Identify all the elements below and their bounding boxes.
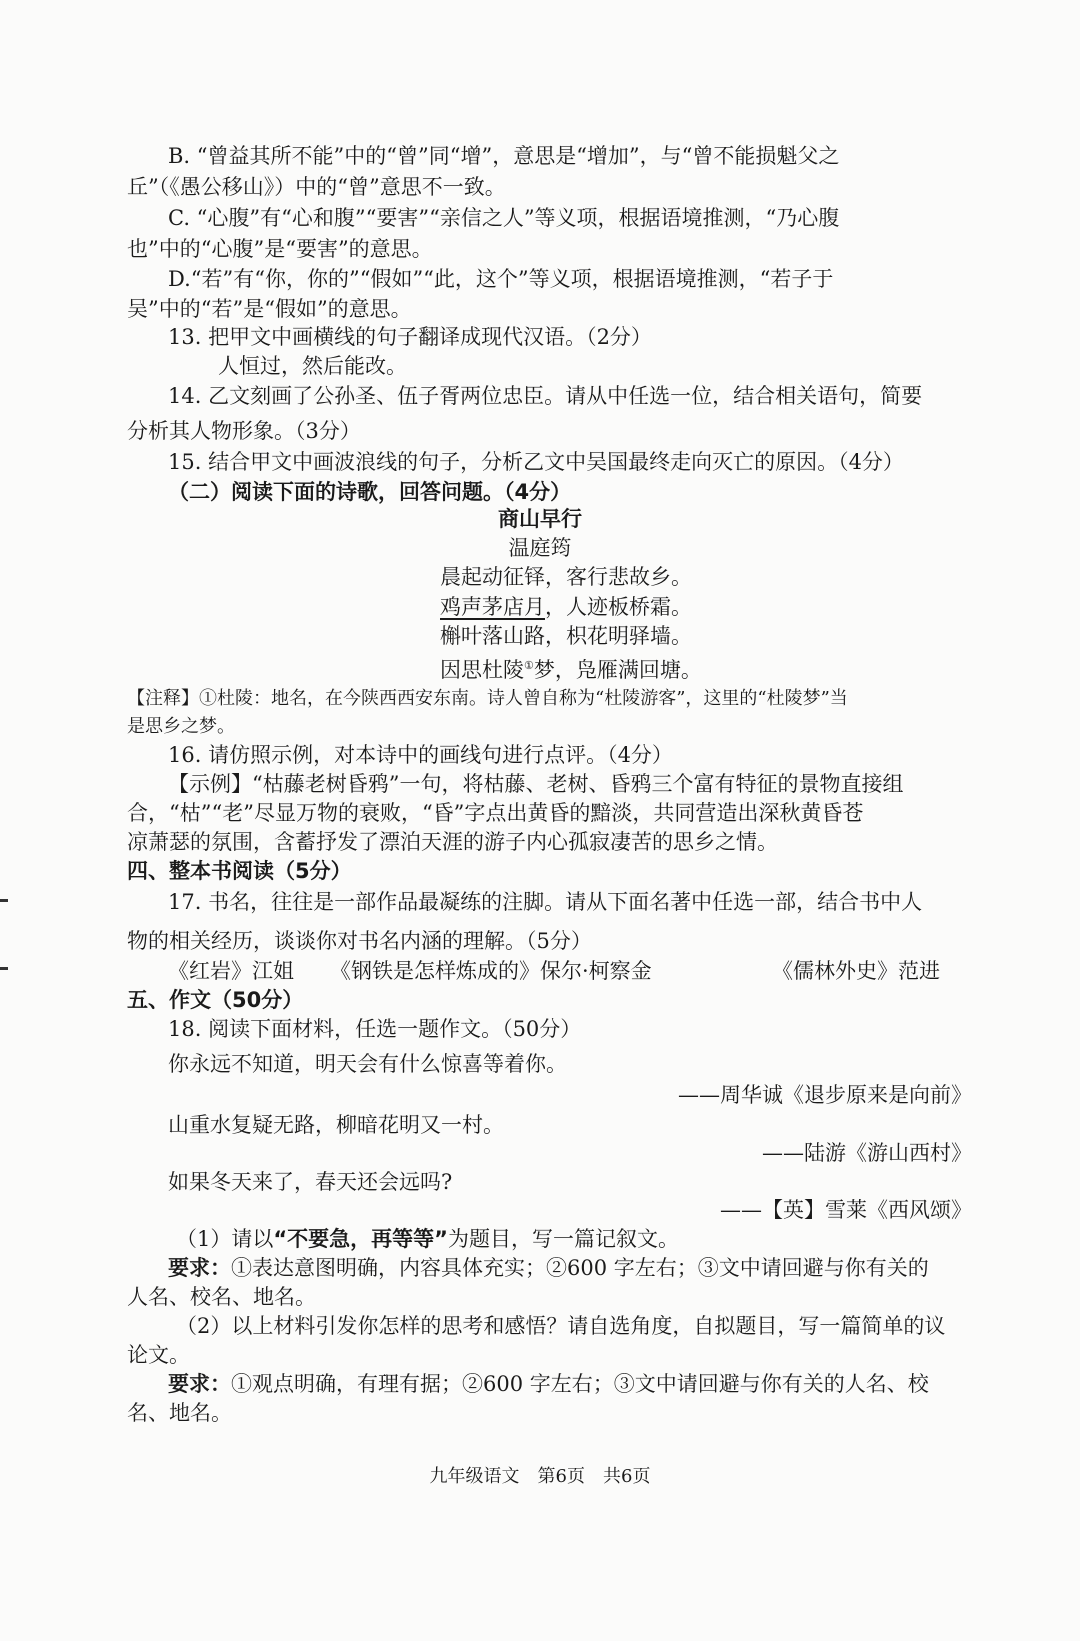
q16-example-line1: 【示例】“枯藤老树昏鸦”一句，将枯藤、老树、昏鸦三个富有特征的景物直接组 — [168, 772, 904, 796]
note-line2: 是思乡之梦。 — [127, 716, 235, 737]
poem-line-4 — [440, 651, 702, 685]
q12-option-b-line2: 丘”（《愚公移山》）中的“曾”意思不一致。 — [127, 175, 506, 199]
section5-heading: 五、作文（50分） — [127, 988, 304, 1012]
q18-requirement-1 — [168, 1253, 929, 1283]
q18-requirement-2-line2: 名、地名。 — [127, 1401, 232, 1425]
requirement-1-text: ①表达意图明确，内容具体充实；②600 字左右；③文中请回避与你有关的 — [231, 1256, 929, 1280]
poem-line-2-rest: ，人迹板桥霜。 — [545, 595, 692, 619]
poem-footnote-marker: ① — [524, 659, 534, 672]
q17-book-2: 《钢铁是怎样炼成的》保尔·柯察金 — [330, 959, 652, 983]
q14-line2: 分析其人物形象。（3分） — [127, 419, 361, 443]
q18-requirement-1-line2: 人名、校名、地名。 — [127, 1285, 316, 1309]
q16-prompt: 16. 请仿照示例，对本诗中的画线句进行点评。（4分） — [168, 743, 673, 767]
q18-option-1-end: 为题目，写一篇记叙文。 — [447, 1227, 679, 1251]
note-line1: 【注释】①杜陵：地名，在今陕西西安东南。诗人曾自称为“杜陵游客”，这里的“杜陵梦”当 — [127, 688, 848, 709]
q12-option-b-line1: B. “曾益其所不能”中的“曾”同“增”，意思是“增加”，与“曾不能损魁父之 — [168, 144, 840, 168]
q18-material-2-source: ——陆游《游山西村》 — [762, 1141, 972, 1165]
q17-book-3: 《儒林外史》范进 — [772, 959, 940, 983]
requirement-label: 要求： — [168, 1256, 231, 1280]
q17-line1: 17. 书名，往往是一部作品最凝练的注脚。请从下面名著中任选一部，结合书中人 — [168, 890, 923, 914]
q16-example-line3: 凉萧瑟的氛围，含蓄抒发了漂泊天涯的游子内心孤寂凄苦的思乡之情。 — [127, 830, 778, 854]
q13-prompt: 13. 把甲文中画横线的句子翻译成现代汉语。（2分） — [168, 325, 652, 349]
q12-option-d-line1: D.“若”有“你，你的”“假如”“此，这个”等义项，根据语境推测，“若子于 — [168, 267, 834, 291]
section4-heading: 四、整本书阅读（5分） — [127, 859, 352, 883]
poem-line-2 — [440, 592, 692, 622]
q17-line2: 物的相关经历，谈谈你对书名内涵的理解。（5分） — [127, 929, 592, 953]
q18-material-1: 你永远不知道，明天会有什么惊喜等着你。 — [168, 1052, 567, 1076]
q15-prompt: 15. 结合甲文中画波浪线的句子，分析乙文中吴国最终走向灭亡的原因。（4分） — [168, 450, 904, 474]
section2-heading: （二）阅读下面的诗歌，回答问题。（4分） — [168, 480, 572, 504]
q18-option-2-line1: （2）以上材料引发你怎样的思考和感悟？请自选角度，自拟题目，写一篇简单的议 — [176, 1314, 946, 1338]
q18-option-1 — [176, 1224, 679, 1254]
poem-underlined-phrase: 鸡声茅店月 — [440, 595, 545, 619]
q16-example-line2: 合，“枯”“老”尽显万物的衰败，“昏”字点出黄昏的黯淡，共同营造出深秋黄昏苍 — [127, 801, 864, 825]
q18-requirement-2 — [168, 1369, 929, 1399]
poem-line-4-start: 因思杜陵 — [440, 658, 524, 682]
q18-material-3: 如果冬天来了，春天还会远吗? — [168, 1170, 453, 1194]
poem-line-4-rest: 梦，凫雁满回塘。 — [533, 658, 702, 682]
requirement-2-text: ①观点明确，有理有据；②600 字左右；③文中请回避与你有关的人名、校 — [231, 1372, 929, 1396]
poem-author: 温庭筠 — [508, 536, 572, 560]
q12-option-d-line2: 吴”中的“若”是“假如”的意思。 — [127, 297, 412, 321]
q18-option-1-title: “不要急，再等等” — [273, 1227, 448, 1251]
poem-line-3: 槲叶落山路，枳花明驿墙。 — [440, 624, 692, 648]
q14-line1: 14. 乙文刻画了公孙圣、伍子胥两位忠臣。请从中任选一位，结合相关语句，简要 — [168, 384, 923, 408]
q18-material-1-source: ——周华诚《退步原来是向前》 — [678, 1083, 972, 1107]
q18-material-3-source: ——【英】雪莱《西风颂》 — [720, 1198, 972, 1222]
poem-line-1: 晨起动征铎，客行悲故乡。 — [440, 565, 692, 589]
q12-option-c-line1: C. “心腹”有“心和腹”“要害”“亲信之人”等义项，根据语境推测，“乃心腹 — [168, 206, 840, 230]
q18-option-2-line2: 论文。 — [127, 1343, 190, 1367]
q18-material-2: 山重水复疑无路，柳暗花明又一村。 — [168, 1113, 504, 1137]
q13-sentence: 人恒过，然后能改。 — [218, 354, 407, 378]
q12-option-c-line2: 也”中的“心腹”是“要害”的意思。 — [127, 237, 433, 261]
scan-edge-mark — [0, 899, 8, 902]
page-footer: 九年级语文 第6页 共6页 — [429, 1466, 651, 1487]
requirement-label: 要求： — [168, 1372, 231, 1396]
poem-title: 商山早行 — [498, 507, 582, 531]
q17-book-1: 《红岩》江姐 — [168, 959, 294, 983]
q18-option-1-start: （1）请以 — [176, 1227, 274, 1251]
q18-prompt: 18. 阅读下面材料，任选一题作文。（50分） — [168, 1017, 582, 1041]
scan-edge-mark — [0, 967, 8, 970]
